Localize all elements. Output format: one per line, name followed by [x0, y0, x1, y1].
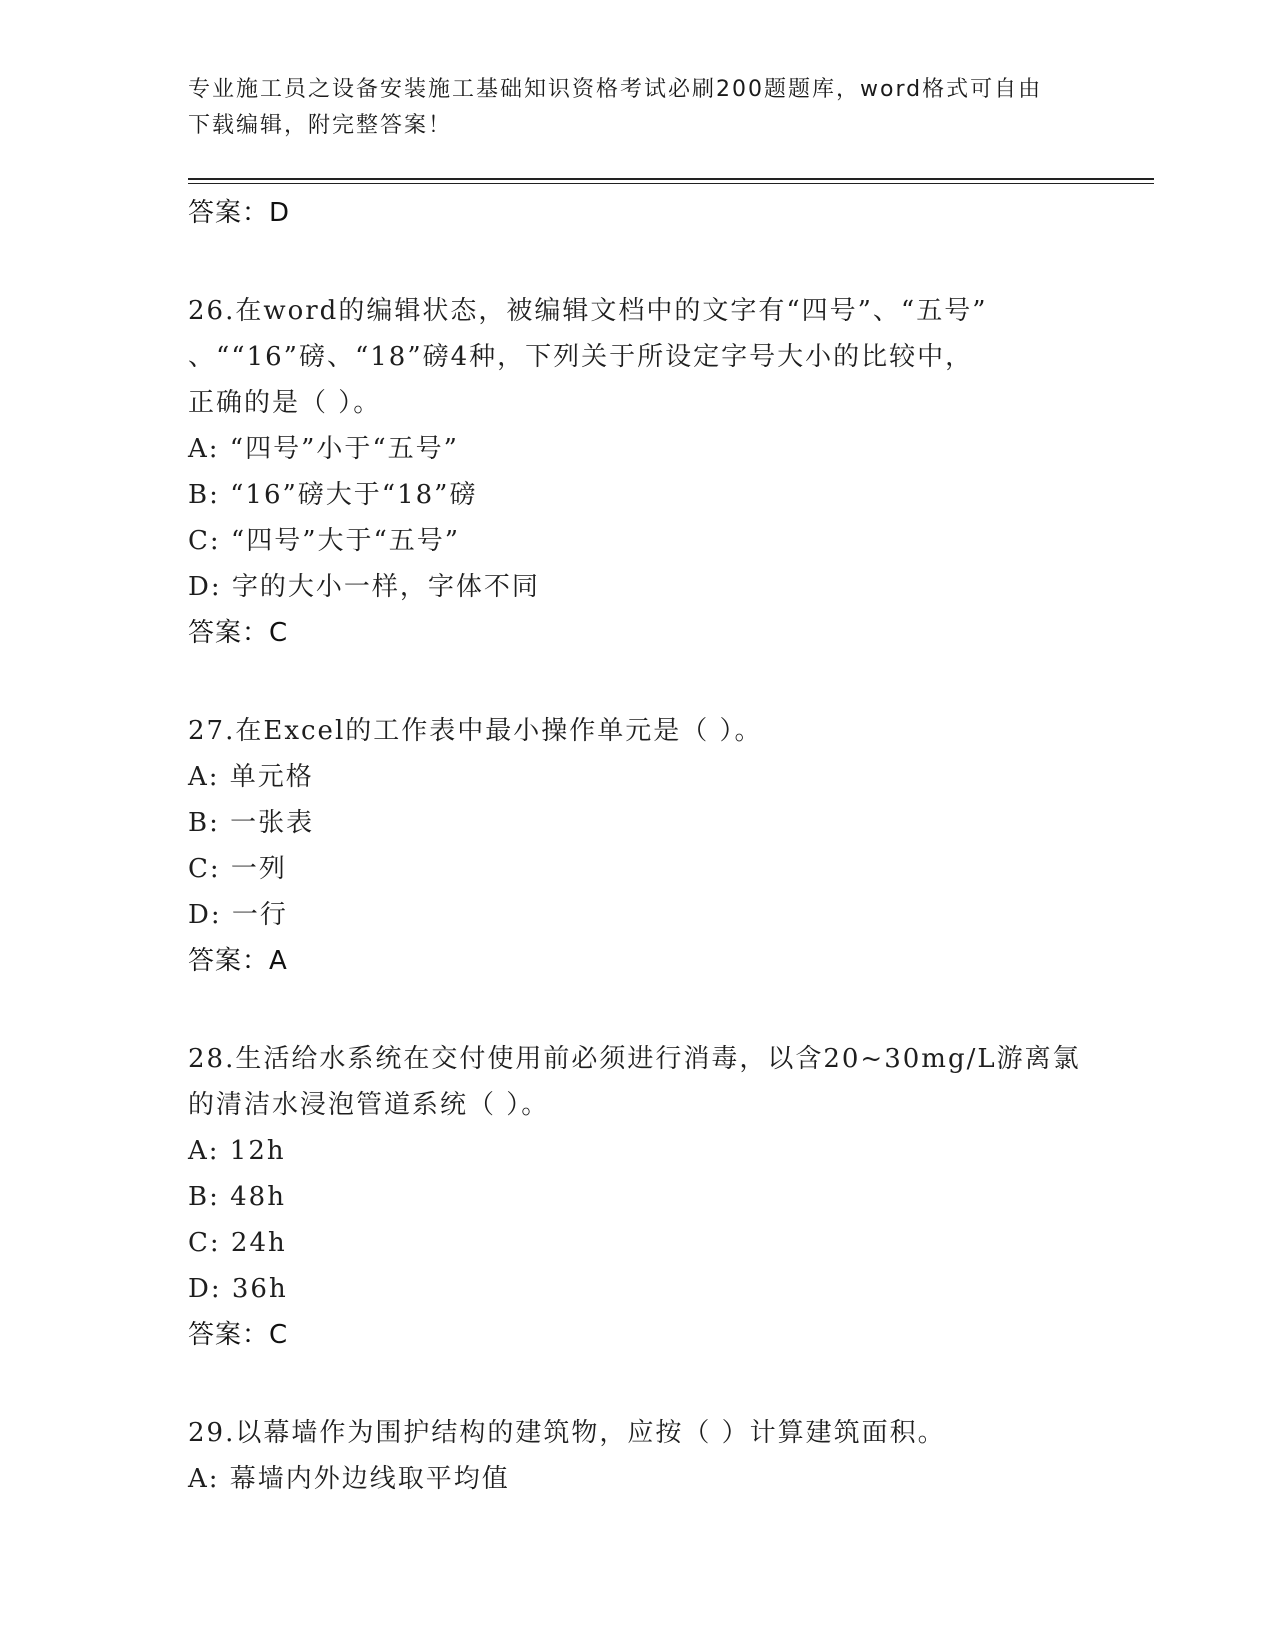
question-28 [188, 1036, 1088, 1358]
option-d: D: 一行 [188, 900, 288, 930]
answer: 答案：A [188, 946, 288, 976]
option-a: A: 单元格 [188, 762, 314, 792]
option-b: B: 一张表 [188, 808, 315, 838]
document-header [188, 72, 1068, 144]
question-26 [188, 288, 1088, 656]
option-c: C: “四号”大于“五号” [188, 526, 461, 556]
answer: 答案：C [188, 618, 289, 648]
question-text-line: 正确的是（ ）。 [188, 388, 382, 418]
option-b: B: “16”磅大于“18”磅 [188, 480, 478, 510]
question-text-line: 26.在word的编辑状态，被编辑文档中的文字有“四号”、“五号” [188, 296, 988, 326]
question-text-line: 29.以幕墙作为围护结构的建筑物，应按（ ）计算建筑面积。 [188, 1418, 946, 1448]
option-a: A: 12h [188, 1136, 286, 1166]
option-d: D: 字的大小一样，字体不同 [188, 572, 540, 602]
header-divider-thick [188, 178, 1154, 180]
previous-answer: 答案：D [188, 198, 291, 228]
question-text-line: 27.在Excel的工作表中最小操作单元是（ ）。 [188, 716, 763, 746]
option-b: B: 48h [188, 1182, 286, 1212]
option-c: C: 24h [188, 1228, 287, 1258]
option-d: D: 36h [188, 1274, 288, 1304]
question-29 [188, 1410, 1088, 1502]
header-line-2: 下载编辑，附完整答案！ [188, 113, 453, 138]
answer: 答案：C [188, 1320, 289, 1350]
question-27 [188, 708, 1088, 984]
header-divider-thin [188, 183, 1154, 184]
option-a: A: “四号”小于“五号” [188, 434, 459, 464]
question-text-line: 28.生活给水系统在交付使用前必须进行消毒，以含20~30mg/L游离氯 [188, 1044, 1081, 1074]
question-list [188, 190, 1088, 1502]
question-text-line: 、““16”磅、“18”磅4种，下列关于所设定字号大小的比较中， [188, 342, 974, 372]
question-text-line: 的清洁水浸泡管道系统（ ）。 [188, 1090, 550, 1120]
option-a: A: 幕墙内外边线取平均值 [188, 1464, 510, 1494]
option-c: C: 一列 [188, 854, 287, 884]
header-line-1: 专业施工员之设备安装施工基础知识资格考试必刷200题题库，word格式可自由 [188, 77, 1043, 102]
